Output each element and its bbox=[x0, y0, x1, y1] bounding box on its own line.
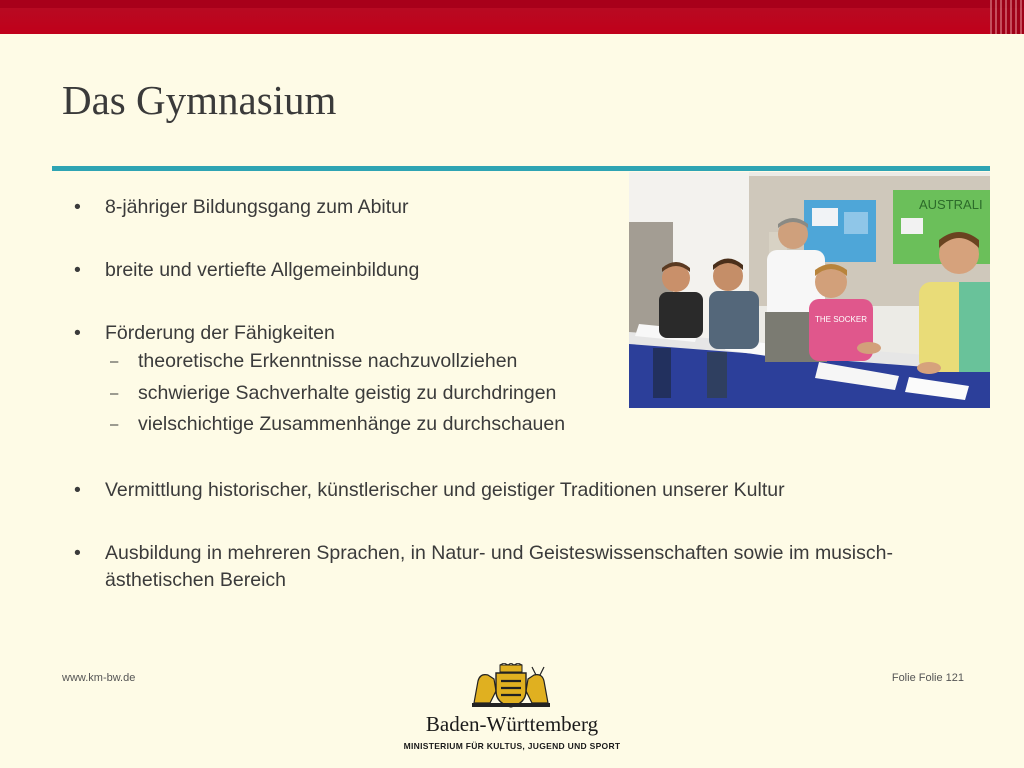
sub-bullet-item bbox=[74, 409, 954, 441]
title-divider bbox=[52, 166, 990, 171]
bullet-text: Förderung der Fähigkeiten bbox=[105, 322, 335, 344]
sub-bullet-marker: – bbox=[110, 384, 119, 402]
bullet-item bbox=[74, 477, 954, 503]
sub-bullet-text: theoretische Erkenntnisse nachzuvollziehen bbox=[138, 350, 518, 372]
shirt-text: THE SOCKER bbox=[815, 315, 868, 324]
bullet-marker: • bbox=[74, 196, 81, 218]
coat-of-arms-icon bbox=[470, 663, 552, 709]
logo-wordmark: Baden-Württemberg bbox=[425, 712, 599, 736]
content-bullet-list bbox=[74, 194, 954, 594]
header-band-stripes bbox=[990, 0, 1024, 34]
sub-bullet-text: schwierige Sachverhalte geistig zu durchdringen bbox=[138, 381, 557, 404]
poster-text: AUSTRALI bbox=[919, 197, 983, 212]
bullet-item bbox=[74, 540, 954, 594]
footer-website: www.km-bw.de bbox=[62, 672, 136, 684]
bullet-text: 8-jähriger Bildungsgang zum Abitur bbox=[105, 196, 409, 218]
bullet-marker: • bbox=[74, 322, 81, 344]
bullet-marker: • bbox=[74, 478, 81, 501]
header-band bbox=[0, 0, 1024, 34]
sub-bullet-marker: – bbox=[110, 416, 119, 433]
bullet-marker: • bbox=[74, 541, 81, 564]
sub-bullet-marker: – bbox=[110, 353, 119, 370]
sub-bullet-item bbox=[74, 346, 954, 378]
bullet-text: Ausbildung in mehreren Sprachen, in Natur- und Geisteswissenschaften sowie im musisch-ästhetischen Bereich bbox=[105, 541, 893, 591]
bullet-text: breite und vertiefte Allgemeinbildung bbox=[105, 259, 420, 281]
footer-slide-number: Folie Folie 121 bbox=[891, 672, 964, 684]
bullet-item bbox=[74, 257, 954, 283]
sub-bullet-text: vielschichtige Zusammenhänge zu durchschauen bbox=[138, 413, 566, 435]
slide-title: Das Gymnasium bbox=[62, 77, 337, 123]
bullet-marker: • bbox=[74, 259, 81, 281]
bullet-text: Vermittlung historischer, künstlerischer und geistiger Traditionen unserer Kultur bbox=[105, 478, 785, 501]
bullet-item bbox=[74, 194, 954, 220]
bullet-item bbox=[74, 320, 954, 441]
sub-bullet-list bbox=[74, 346, 954, 441]
logo-ministry-line: MINISTERIUM FÜR KULTUS, JUGEND UND SPORT bbox=[403, 741, 621, 751]
sub-bullet-item bbox=[74, 378, 954, 410]
